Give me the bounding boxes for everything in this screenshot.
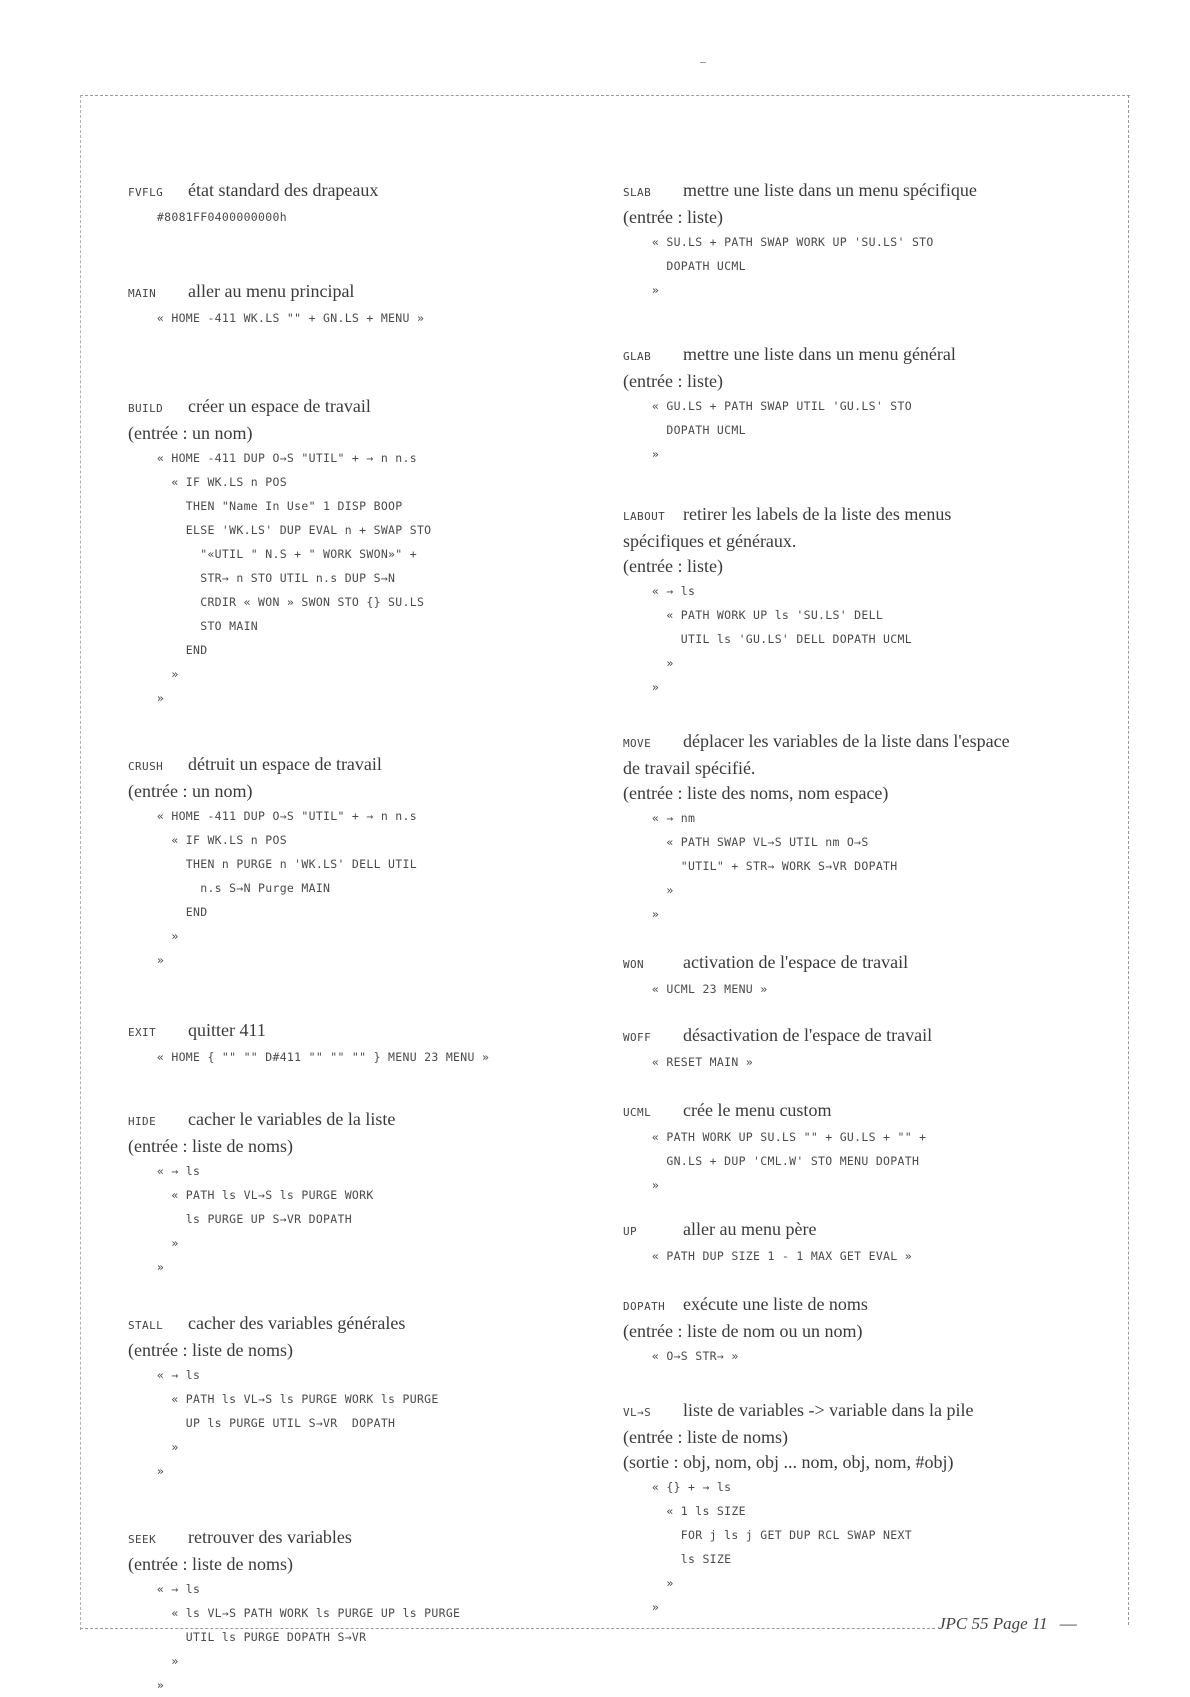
code-line: « PATH ls VL→S ls PURGE WORK ls PURGE <box>128 1392 439 1406</box>
command-description: crée le menu custom <box>683 1100 832 1120</box>
entry-detail-line: (entrée : liste de noms) <box>128 1340 293 1360</box>
command-description: retrouver des variables <box>188 1527 352 1547</box>
entry-detail-line: spécifiques et généraux. <box>623 531 797 551</box>
page-border-right <box>1128 95 1129 1625</box>
command-name: WON <box>623 958 645 971</box>
page-border-left <box>80 95 81 1630</box>
command-description: activation de l'espace de travail <box>683 952 909 972</box>
entry-detail-line: (entrée : liste) <box>623 371 723 391</box>
code-line: » <box>128 1464 165 1478</box>
entry-header <box>623 178 1093 205</box>
code-line: » <box>623 1600 660 1614</box>
code-block <box>128 306 598 330</box>
command-name: MOVE <box>623 737 652 750</box>
entry-up <box>623 1217 1093 1268</box>
entry-header <box>623 502 1093 529</box>
code-line: ls SIZE <box>623 1552 732 1566</box>
command-description: créer un espace de travail <box>188 396 371 416</box>
code-line: » <box>623 1178 660 1192</box>
entry-detail-line: (entrée : liste) <box>623 207 723 227</box>
entry-move <box>623 729 1093 926</box>
code-block <box>623 977 1093 1001</box>
command-description: mettre une liste dans un menu spécifique <box>683 180 977 200</box>
code-line: GN.LS + DUP 'CML.W' STO MENU DOPATH <box>623 1154 920 1168</box>
entry-stall <box>128 1311 598 1483</box>
command-name: EXIT <box>128 1026 157 1039</box>
command-name: LABOUT <box>623 510 666 523</box>
entry-header <box>623 1292 1093 1319</box>
command-description: cacher le variables de la liste <box>188 1109 396 1129</box>
code-line: » <box>128 1678 165 1692</box>
code-line: » <box>623 680 660 694</box>
page-border-top <box>80 95 1130 96</box>
entry-header <box>623 342 1093 369</box>
code-line: CRDIR « WON » SWON STO {} SU.LS <box>128 595 425 609</box>
code-line: » <box>128 1440 179 1454</box>
entry-dopath <box>623 1292 1093 1368</box>
code-line: « → ls <box>128 1582 201 1596</box>
command-description: liste de variables -> variable dans la pile <box>683 1400 974 1420</box>
code-line: "«UTIL " N.S + " WORK SWON»" + <box>128 547 417 561</box>
command-name: HIDE <box>128 1115 157 1128</box>
entry-header <box>623 729 1093 756</box>
command-description: exécute une liste de noms <box>683 1294 868 1314</box>
code-block <box>128 1363 598 1483</box>
code-block <box>128 446 598 710</box>
entry-detail-line: (entrée : liste de noms) <box>128 1554 293 1574</box>
code-block <box>623 806 1093 926</box>
code-line: » <box>623 283 660 297</box>
code-line: "UTIL" + STR→ WORK S→VR DOPATH <box>623 859 898 873</box>
code-line: » <box>128 1260 165 1274</box>
code-block <box>128 205 598 229</box>
command-name: MAIN <box>128 287 157 300</box>
entry-slab <box>623 178 1093 302</box>
command-description: aller au menu principal <box>188 281 355 301</box>
scan-mark <box>700 62 706 63</box>
code-block <box>623 230 1093 302</box>
entry-header <box>623 1398 1093 1425</box>
code-line: « GU.LS + PATH SWAP UTIL 'GU.LS' STO <box>623 399 912 413</box>
code-line: « PATH WORK UP SU.LS "" + GU.LS + "" + <box>623 1130 927 1144</box>
code-block <box>623 1344 1093 1368</box>
code-line: « → ls <box>128 1368 201 1382</box>
entry-detail-line: (entrée : liste) <box>623 556 723 576</box>
command-description: mettre une liste dans un menu général <box>683 344 956 364</box>
command-description: détruit un espace de travail <box>188 754 382 774</box>
code-line: « → ls <box>128 1164 201 1178</box>
entry-header <box>128 752 598 779</box>
command-description: quitter 411 <box>188 1020 266 1040</box>
code-line: « PATH DUP SIZE 1 - 1 MAX GET EVAL » <box>623 1249 912 1263</box>
entry-detail-line: (entrée : liste de noms) <box>623 1427 788 1447</box>
code-line: » <box>128 1654 179 1668</box>
entry-detail-line: (entrée : liste de nom ou un nom) <box>623 1321 863 1341</box>
command-description: état standard des drapeaux <box>188 180 379 200</box>
command-name: DOPATH <box>623 1300 666 1313</box>
code-line: « RESET MAIN » <box>623 1055 754 1069</box>
entry-vls <box>623 1398 1093 1619</box>
code-line: » <box>623 907 660 921</box>
code-line: « IF WK.LS n POS <box>128 475 287 489</box>
entry-header <box>623 1023 1093 1050</box>
code-line: n.s S→N Purge MAIN <box>128 881 331 895</box>
code-line: « ls VL→S PATH WORK ls PURGE UP ls PURGE <box>128 1606 461 1620</box>
code-line: » <box>623 883 674 897</box>
entry-header <box>128 394 598 421</box>
command-name: STALL <box>128 1319 164 1332</box>
code-block <box>128 804 598 972</box>
code-block <box>623 1244 1093 1268</box>
code-line: « HOME -411 WK.LS "" + GN.LS + MENU » <box>128 311 425 325</box>
code-block <box>623 1050 1093 1074</box>
code-line: DOPATH UCML <box>623 259 746 273</box>
code-line: » <box>128 691 165 705</box>
code-block <box>128 1577 598 1697</box>
entry-ucml <box>623 1098 1093 1197</box>
entry-glab <box>623 342 1093 466</box>
entry-hide <box>128 1107 598 1279</box>
code-line: « PATH SWAP VL→S UTIL nm O→S <box>623 835 869 849</box>
code-line: « → ls <box>623 584 696 598</box>
entry-seek <box>128 1525 598 1697</box>
entry-build <box>128 394 598 710</box>
code-line: THEN "Name In Use" 1 DISP BOOP <box>128 499 403 513</box>
code-line: ELSE 'WK.LS' DUP EVAL n + SWAP STO <box>128 523 432 537</box>
code-line: « HOME -411 DUP O→S "UTIL" + → n n.s <box>128 809 417 823</box>
command-name: SEEK <box>128 1533 157 1546</box>
entry-detail-line: de travail spécifié. <box>623 758 756 778</box>
code-line: FOR j ls j GET DUP RCL SWAP NEXT <box>623 1528 912 1542</box>
code-line: « PATH ls VL→S ls PURGE WORK <box>128 1188 374 1202</box>
command-name: BUILD <box>128 402 164 415</box>
entry-detail-line: (entrée : liste de noms) <box>128 1136 293 1156</box>
command-description: retirer les labels de la liste des menus <box>683 504 952 524</box>
code-line: STR→ n STO UTIL n.s DUP S→N <box>128 571 396 585</box>
code-line: « HOME { "" "" D#411 "" "" "" } MENU 23 MENU » <box>128 1050 490 1064</box>
entry-header <box>128 1525 598 1552</box>
code-line: END <box>128 905 208 919</box>
footer-dash: — <box>1059 1614 1077 1633</box>
entry-header <box>623 1098 1093 1125</box>
code-line: UTIL ls 'GU.LS' DELL DOPATH UCML <box>623 632 912 646</box>
entry-fvflg <box>128 178 598 229</box>
code-line: » <box>623 1576 674 1590</box>
command-description: désactivation de l'espace de travail <box>683 1025 933 1045</box>
entry-woff <box>623 1023 1093 1074</box>
code-line: » <box>128 667 179 681</box>
command-description: aller au menu père <box>683 1219 817 1239</box>
code-line: DOPATH UCML <box>623 423 746 437</box>
code-block <box>623 1475 1093 1619</box>
code-line: « → nm <box>623 811 696 825</box>
code-line: » <box>128 1236 179 1250</box>
code-line: » <box>128 953 165 967</box>
code-block <box>128 1045 598 1069</box>
code-line: « 1 ls SIZE <box>623 1504 746 1518</box>
code-line: « {} + → ls <box>623 1480 732 1494</box>
code-line: « UCML 23 MENU » <box>623 982 768 996</box>
code-line: » <box>623 447 660 461</box>
code-line: END <box>128 643 208 657</box>
command-description: cacher des variables générales <box>188 1313 406 1333</box>
code-line: » <box>128 929 179 943</box>
code-line: « PATH WORK UP ls 'SU.LS' DELL <box>623 608 884 622</box>
command-name: WOFF <box>623 1031 652 1044</box>
command-description: déplacer les variables de la liste dans l'espace <box>683 731 1010 751</box>
entry-header <box>623 950 1093 977</box>
page-footer <box>938 1614 1077 1634</box>
command-name: SLAB <box>623 186 652 199</box>
code-block <box>623 579 1093 699</box>
code-line: « IF WK.LS n POS <box>128 833 287 847</box>
code-line: UP ls PURGE UTIL S→VR DOPATH <box>128 1416 396 1430</box>
command-name: UCML <box>623 1106 652 1119</box>
entry-main <box>128 279 598 330</box>
code-line: « O→S STR→ » <box>623 1349 739 1363</box>
left-column <box>128 178 598 1697</box>
code-line: « HOME -411 DUP O→S "UTIL" + → n n.s <box>128 451 417 465</box>
entry-crush <box>128 752 598 972</box>
entry-detail-line: (entrée : un nom) <box>128 781 253 801</box>
code-line: STO MAIN <box>128 619 259 633</box>
entry-header <box>128 1018 598 1045</box>
entry-detail-line: (entrée : liste des noms, nom espace) <box>623 783 889 803</box>
code-line: » <box>623 656 674 670</box>
command-name: GLAB <box>623 350 652 363</box>
entry-detail-line: (sortie : obj, nom, obj ... nom, obj, nom, #obj) <box>623 1452 954 1472</box>
code-block <box>128 1159 598 1279</box>
entry-labout <box>623 502 1093 699</box>
code-line: #8081FF0400000000h <box>128 210 287 224</box>
code-line: ls PURGE UP S→VR DOPATH <box>128 1212 352 1226</box>
entry-header <box>128 1311 598 1338</box>
entry-header <box>623 1217 1093 1244</box>
code-block <box>623 1125 1093 1197</box>
command-name: CRUSH <box>128 760 164 773</box>
right-column <box>623 178 1093 1619</box>
entry-header <box>128 178 598 205</box>
code-line: UTIL ls PURGE DOPATH S→VR <box>128 1630 367 1644</box>
footer-text: JPC 55 Page 11 <box>938 1614 1048 1633</box>
entry-detail-line: (entrée : un nom) <box>128 423 253 443</box>
command-name: VL→S <box>623 1406 652 1419</box>
code-line: THEN n PURGE n 'WK.LS' DELL UTIL <box>128 857 417 871</box>
entry-won <box>623 950 1093 1001</box>
command-name: UP <box>623 1225 638 1238</box>
code-block <box>623 394 1093 466</box>
entry-header <box>128 279 598 306</box>
entry-exit <box>128 1018 598 1069</box>
command-name: FVFLG <box>128 186 164 199</box>
entry-header <box>128 1107 598 1134</box>
code-line: « SU.LS + PATH SWAP WORK UP 'SU.LS' STO <box>623 235 934 249</box>
